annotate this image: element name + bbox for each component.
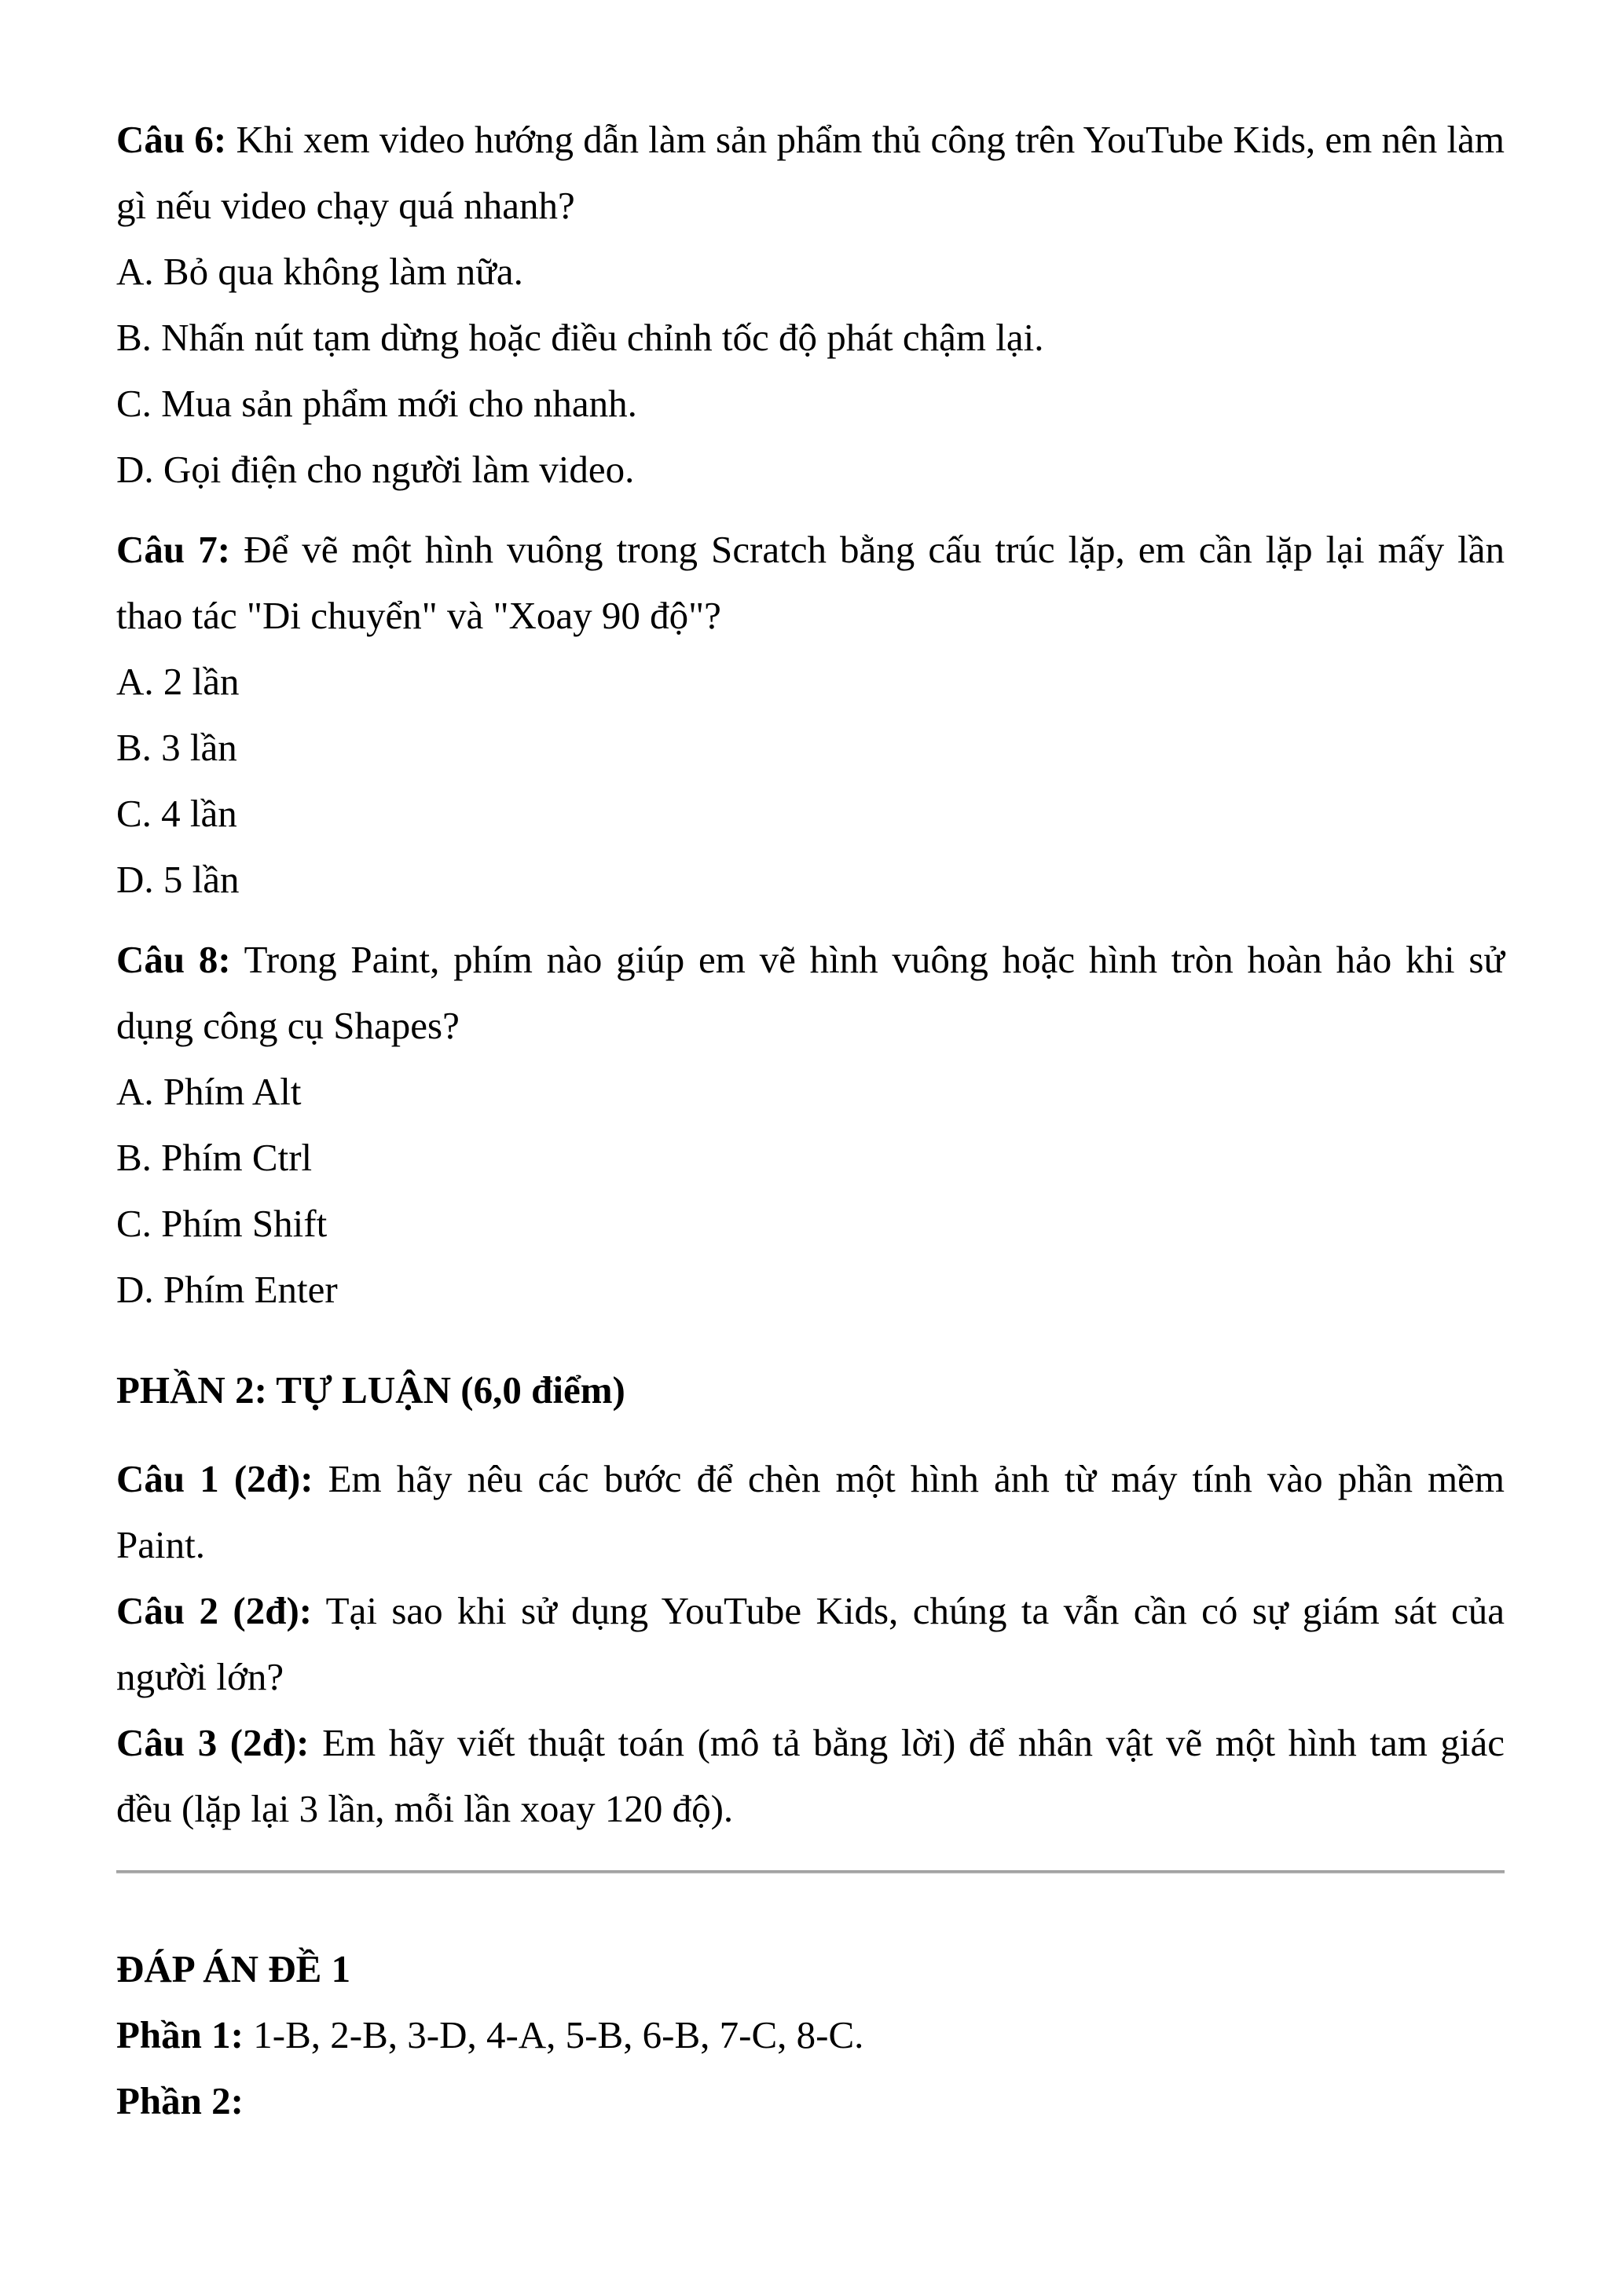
essay-section-heading: PHẦN 2: TỰ LUẬN (6,0 điểm) <box>116 1368 625 1412</box>
question-7 <box>116 517 1505 913</box>
question-7-option-c: C. 4 lần <box>116 792 237 835</box>
essay-question-3-label: Câu 3 (2đ): <box>116 1721 310 1764</box>
question-6-option-b: B. Nhấn nút tạm dừng hoặc điều chỉnh tốc độ phát chậm lại. <box>116 316 1044 359</box>
multiple-choice-section <box>116 107 1505 1323</box>
question-7-label: Câu 7: <box>116 528 231 571</box>
question-6-option-d: D. Gọi điện cho người làm video. <box>116 448 635 491</box>
section-divider <box>116 1870 1505 1873</box>
question-7-option-b: B. 3 lần <box>116 726 237 769</box>
question-8-option-c: C. Phím Shift <box>116 1202 328 1245</box>
question-8-option-b: B. Phím Ctrl <box>116 1136 313 1179</box>
essay-question-3: Câu 3 (2đ): Em hãy viết thuật toán (mô tả bằng lời) để nhân vật vẽ một hình tam giác đều (lặp lại 3 lần, mỗi lần xoay 120 độ). <box>116 1721 1505 1830</box>
question-6-text: Câu 6: Khi xem video hướng dẫn làm sản phẩm thủ công trên YouTube Kids, em nên làm gì nếu video chạy quá nhanh? <box>116 118 1505 227</box>
question-6 <box>116 107 1505 503</box>
question-7-text: Câu 7: Để vẽ một hình vuông trong Scratch bằng cấu trúc lặp, em cần lặp lại mấy lần thao tác "Di chuyển" và "Xoay 90 độ"? <box>116 528 1505 637</box>
essay-section <box>116 1357 1505 1842</box>
answer-key-part2-label: Phần 2: <box>116 2079 244 2122</box>
answer-key-part1-label: Phần 1: <box>116 2013 244 2056</box>
question-8-text: Câu 8: Trong Paint, phím nào giúp em vẽ hình vuông hoặc hình tròn hoàn hảo khi sử dụng công cụ Shapes? <box>116 938 1505 1047</box>
essay-question-1-label: Câu 1 (2đ): <box>116 1457 313 1500</box>
essay-question-1: Câu 1 (2đ): Em hãy nêu các bước để chèn một hình ảnh từ máy tính vào phần mềm Paint. <box>116 1457 1505 1566</box>
question-6-label: Câu 6: <box>116 118 227 161</box>
question-8-label: Câu 8: <box>116 938 231 981</box>
question-7-option-d: D. 5 lần <box>116 858 240 901</box>
question-6-option-c: C. Mua sản phẩm mới cho nhanh. <box>116 382 637 425</box>
question-8-option-d: D. Phím Enter <box>116 1268 338 1311</box>
question-8-option-a: A. Phím Alt <box>116 1070 302 1113</box>
question-7-option-a: A. 2 lần <box>116 660 240 703</box>
answer-key-part2 <box>116 2068 1505 2134</box>
answer-key-part1: Phần 1: 1-B, 2-B, 3-D, 4-A, 5-B, 6-B, 7-C, 8-C. <box>116 2013 864 2056</box>
answer-key-heading: ĐÁP ÁN ĐỀ 1 <box>116 1947 351 1990</box>
answer-key-section <box>116 1936 1505 2134</box>
essay-question-2: Câu 2 (2đ): Tại sao khi sử dụng YouTube Kids, chúng ta vẫn cần có sự giám sát của người lớn? <box>116 1589 1505 1698</box>
essay-question-2-label: Câu 2 (2đ): <box>116 1589 313 1632</box>
question-6-option-a: A. Bỏ qua không làm nữa. <box>116 250 523 293</box>
question-8 <box>116 927 1505 1323</box>
